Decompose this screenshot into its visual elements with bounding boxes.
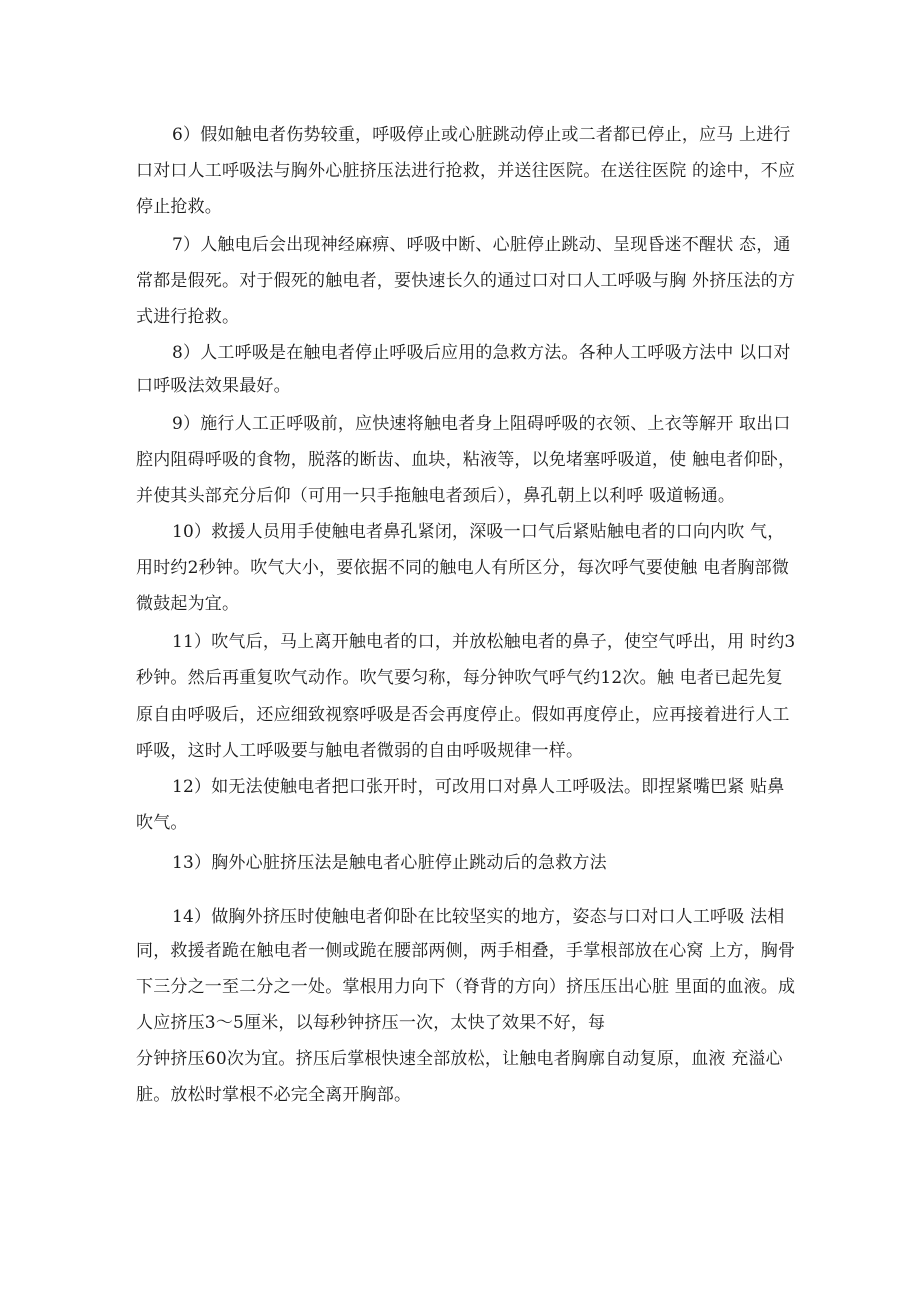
paragraph-11-line-1: 11）吹气后，马上离开触电者的口，并放松触电者的鼻子，使空气呼出，用 时约3: [172, 632, 796, 652]
paragraph-9-line-3: 并使其头部充分后仰（可用一只手拖触电者颈后），鼻孔朝上以利呼 吸道畅通。: [136, 486, 736, 506]
paragraph-7-line-2: 常都是假死。对于假死的触电者，要快速长久的通过口对口人工呼吸与胸 外挤压法的方: [136, 271, 796, 291]
paragraph-11-line-4: 呼吸，这时人工呼吸要与触电者微弱的自由呼吸规律一样。: [136, 741, 584, 761]
paragraph-9-line-2: 腔内阻碍呼吸的食物，脱落的断齿、血块，粘液等，以免堵塞呼吸道，使 触电者仰卧，: [136, 450, 796, 470]
paragraph-7-line-3: 式进行抢救。: [136, 307, 240, 327]
paragraph-8-line-1: 8）人工呼吸是在触电者停止呼吸后应用的急救方法。各种人工呼吸方法中 以口对: [172, 343, 791, 363]
paragraph-14-line-3: 下三分之一至二分之一处。掌根用力向下（脊背的方向）挤压压出心脏 里面的血液。成: [136, 977, 796, 997]
paragraph-6-line-3: 停止抢救。: [136, 197, 222, 217]
paragraph-8-line-2: 口呼吸法效果最好。: [136, 376, 291, 396]
paragraph-9-line-1: 9）施行人工正呼吸前，应快速将触电者身上阻碍呼吸的衣领、上衣等解开 取出口: [172, 414, 791, 434]
paragraph-14-line-2: 同，救援者跪在触电者一侧或跪在腰部两侧，两手相叠，手掌根部放在心窝 上方，胸骨: [136, 941, 796, 961]
paragraph-13-line-1: 13）胸外心脏挤压法是触电者心脏停止跳动后的急救方法: [172, 853, 607, 873]
paragraph-14-line-6: 脏。放松时掌根不必完全离开胸部。: [136, 1085, 412, 1105]
paragraph-6-line-2: 口对口人工呼吸法与胸外心脏挤压法进行抢救，并送往医院。在送往医院 的途中，不应: [136, 161, 796, 181]
paragraph-7-line-1: 7）人触电后会出现神经麻痹、呼吸中断、心脏停止跳动、呈现昏迷不醒状 态，通: [172, 235, 791, 255]
paragraph-10-line-3: 微鼓起为宜。: [136, 594, 240, 614]
paragraph-14-line-1: 14）做胸外挤压时使触电者仰卧在比较坚实的地方，姿态与口对口人工呼吸 法相: [172, 907, 785, 927]
paragraph-6-line-1: 6）假如触电者伤势较重，呼吸停止或心脏跳动停止或二者都已停止，应马 上进行: [172, 125, 791, 145]
paragraph-12-line-1: 12）如无法使触电者把口张开时，可改用口对鼻人工呼吸法。即捏紧嘴巴紧 贴鼻: [172, 777, 785, 797]
paragraph-11-line-2: 秒钟。然后再重复吹气动作。吹气要匀称，每分钟吹气呼气约12次。触 电者已起先复: [136, 668, 783, 688]
paragraph-11-line-3: 原自由呼吸后，还应细致视察呼吸是否会再度停止。假如再度停止，应再接着进行人工: [136, 705, 790, 725]
paragraph-10-line-2: 用时约2秒钟。吹气大小，要依据不同的触电人有所区分，每次呼气要使触 电者胸部微: [136, 558, 790, 578]
paragraph-14-line-5: 分钟挤压60次为宜。挤压后掌根快速全部放松，让触电者胸廓自动复原，血液 充溢心: [136, 1049, 783, 1069]
paragraph-12-line-2: 吹气。: [136, 813, 188, 833]
paragraph-10-line-1: 10）救援人员用手使触电者鼻孔紧闭，深吸一口气后紧贴触电者的口向内吹 气，: [172, 522, 785, 542]
paragraph-14-line-4: 人应挤压3～5厘米，以每秒钟挤压一次，太快了效果不好，每: [136, 1013, 606, 1033]
